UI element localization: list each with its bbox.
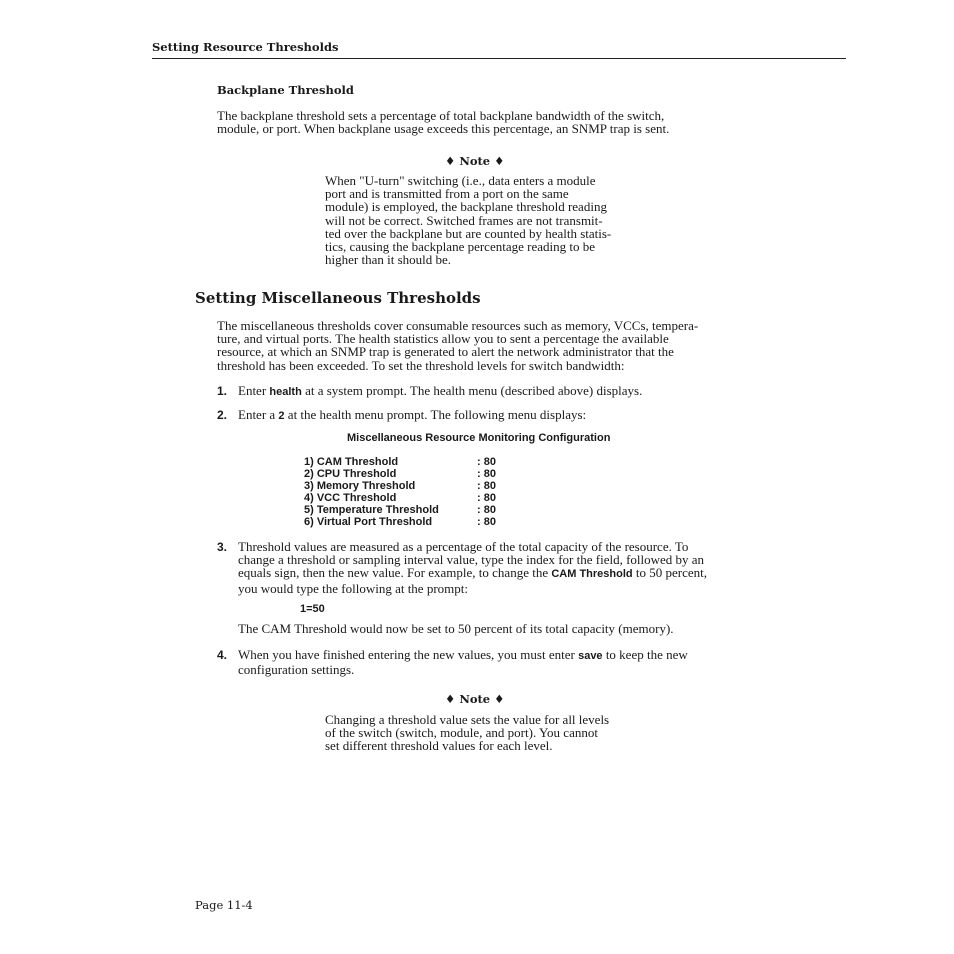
- menu-list: [304, 456, 524, 528]
- step-text: When you have finished entering the new values, you must enter save to keep the new configuration settings.: [238, 647, 688, 678]
- menu-row: 2) CPU Threshold : 80: [304, 468, 496, 480]
- note-line: Changing a threshold value sets the value for all levels: [325, 712, 610, 727]
- paragraph-line: module, or port. When backplane usage exceeds this percentage, an SNMP trap is sent.: [217, 121, 670, 137]
- note-line: module) is employed, the backplane threshold reading: [325, 199, 607, 215]
- command-code: save: [578, 650, 603, 662]
- step-1: [217, 383, 643, 398]
- step-3: [217, 539, 708, 596]
- paragraph-line: threshold has been exceeded. To set the threshold levels for switch bandwidth:: [217, 357, 625, 373]
- step-number: 1.: [217, 384, 228, 398]
- command-code: 2: [278, 410, 285, 422]
- step-text: Enter a 2 at the health menu prompt. The following menu displays:: [238, 407, 587, 422]
- paragraph-line: The miscellaneous thresholds cover consumable resources such as memory, VCCs, tempera-: [217, 318, 699, 333]
- header-rule: [152, 58, 846, 59]
- paragraph-line: The backplane threshold sets a percentage of total backplane bandwidth of the switch,: [217, 108, 665, 123]
- step-4: [217, 647, 688, 678]
- step-text: Threshold values are measured as a percentage of the total capacity of the resource. To change a threshold or sampling interval value, type the index for the field, followed by an equals sign, then the new value. For example, to change the CAM Threshold to 50 percent, you would type the following at the prompt:: [238, 539, 708, 596]
- note-line: will not be correct. Switched frames are not transmit-: [325, 212, 603, 228]
- misc-paragraph: [217, 319, 698, 372]
- menu-row: 6) Virtual Port Threshold : 80: [304, 516, 496, 528]
- step-2: [217, 407, 587, 422]
- running-header: Setting Resource Thresholds: [152, 40, 339, 54]
- menu-title: Miscellaneous Resource Monitoring Configuration: [347, 432, 611, 444]
- note-body: [325, 713, 609, 753]
- menu-row: 5) Temperature Threshold : 80: [304, 504, 496, 516]
- command-code: health: [269, 386, 302, 398]
- note-line: tics, causing the backplane percentage reading to be: [325, 239, 595, 255]
- note-line: set different threshold values for each level.: [325, 738, 553, 754]
- backplane-heading: Backplane Threshold: [217, 83, 354, 97]
- section-heading: Setting Miscellaneous Thresholds: [195, 289, 481, 307]
- example-command: 1=50: [300, 603, 325, 615]
- note-line: port and is transmitted from a port on the same: [325, 186, 569, 202]
- note-line: When "U-turn" switching (i.e., data enters a module: [325, 173, 596, 188]
- step-text: Enter health at a system prompt. The health menu (described above) displays.: [238, 383, 643, 398]
- note-label: ♦ Note ♦: [445, 154, 505, 168]
- command-code: CAM Threshold: [551, 568, 633, 581]
- menu-row: 4) VCC Threshold : 80: [304, 492, 496, 504]
- backplane-paragraph: [217, 109, 669, 135]
- note-line: ted over the backplane but are counted by health statis-: [325, 225, 612, 241]
- paragraph-line: ture, and virtual ports. The health statistics allow you to sent a percentage the available: [217, 331, 669, 347]
- menu-row: 1) CAM Threshold : 80: [304, 456, 496, 468]
- step-number: 2.: [217, 408, 228, 422]
- paragraph-line: resource, at which an SNMP trap is generated to alert the network administrator that the: [217, 344, 674, 360]
- page-number: Page 11-4: [195, 898, 253, 912]
- result-sentence: The CAM Threshold would now be set to 50 percent of its total capacity (memory).: [238, 621, 674, 636]
- note-label: ♦ Note ♦: [445, 692, 505, 706]
- menu-row: 3) Memory Threshold : 80: [304, 480, 496, 492]
- note-line: of the switch (switch, module, and port). You cannot: [325, 725, 598, 741]
- note-line: higher than it should be.: [325, 252, 452, 268]
- note-body: [325, 174, 611, 266]
- step-number: 3.: [217, 540, 228, 554]
- step-number: 4.: [217, 648, 228, 662]
